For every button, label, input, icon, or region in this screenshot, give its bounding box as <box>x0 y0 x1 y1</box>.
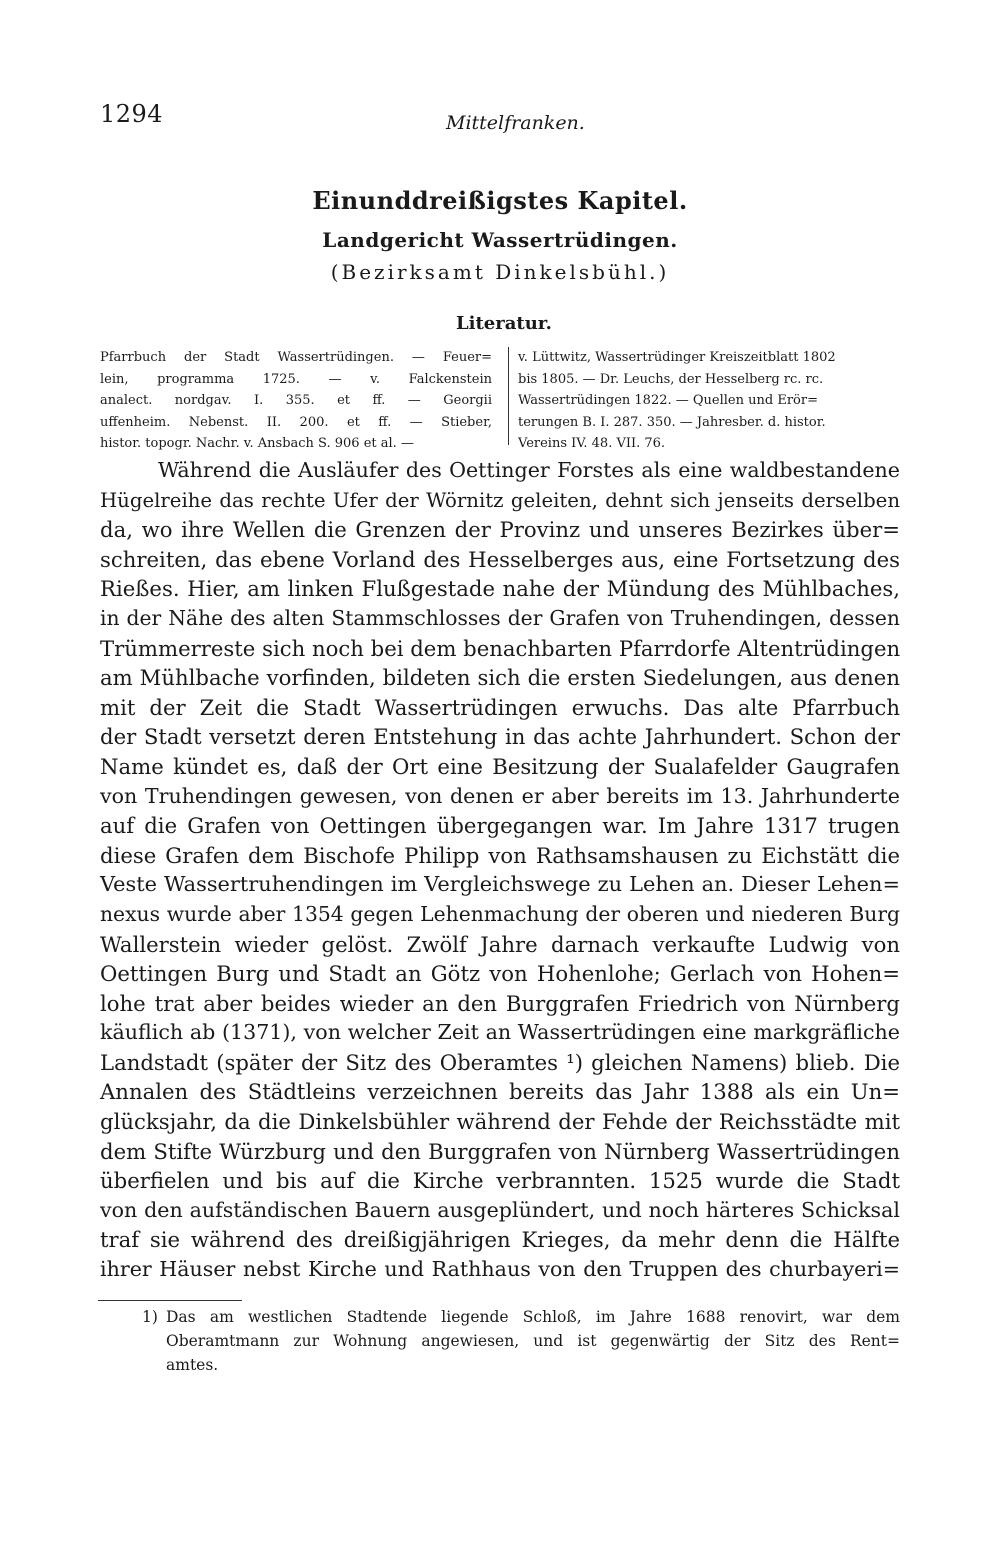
body-line: Hügelreihe das rechte Ufer der Wörnitz geleiten, dehnt sich jenseits derselben <box>100 488 900 512</box>
body-line: am Mühlbache vorfinden, bildeten sich die ersten Siedelungen, aus denen <box>100 665 900 691</box>
footnote-line: Das am westlichen Stadtende liegende Schloß, im Jahre 1688 renovirt, war dem <box>166 1308 900 1326</box>
footnote-marker: 1) <box>142 1308 158 1326</box>
chapter-subtitle: Landgericht Wassertrüdingen. <box>322 228 678 252</box>
body-line: von den aufständischen Bauern ausgeplündert, und noch härteres Schicksal <box>100 1197 900 1222</box>
body-line: Wallerstein wieder gelöst. Zwölf Jahre darnach verkaufte Ludwig von <box>100 931 900 957</box>
body-line: traf sie während des dreißigjährigen Krieges, da mehr denn die Hälfte <box>100 1227 900 1253</box>
body-line: käuflich ab (1371), von welcher Zeit an Wassertrüdingen eine markgräfliche <box>100 1020 900 1045</box>
body-line: ihrer Häuser nebst Kirche und Rathhaus von den Truppen des churbayeri= <box>100 1257 900 1282</box>
column-divider <box>508 347 509 445</box>
literature-right-column <box>518 347 898 455</box>
footnote-line: amtes. <box>166 1356 219 1374</box>
running-head: Mittelfranken. <box>446 112 585 134</box>
literature-line: terungen B. I. 287. 350. — Jahresber. d. histor. <box>518 414 826 430</box>
body-line: schreiten, das ebene Vorland des Hesselberges aus, eine Fortsetzung des <box>100 546 900 572</box>
chapter-title: Einunddreißigstes Kapitel. <box>312 186 688 215</box>
body-line: dem Stifte Würzburg und den Burggrafen von Nürnberg Wassertrüdingen <box>100 1138 900 1164</box>
body-line: Trümmerreste sich noch bei dem benachbarten Pfarrdorfe Altentrüdingen <box>100 635 901 661</box>
body-line: auf die Grafen von Oettingen übergegangen war. Im Jahre 1317 trugen <box>100 813 900 839</box>
chapter-subtitle-district: (Bezirksamt Dinkelsbühl.) <box>330 260 670 284</box>
literature-line: Vereins IV. 48. VII. 76. <box>518 436 666 452</box>
literature-line: histor. topogr. Nachr. v. Ansbach S. 906 et al. — <box>100 436 414 452</box>
body-line: da, wo ihre Wellen die Grenzen der Provinz und unseres Bezirkes über= <box>100 517 900 543</box>
body-line: Während die Ausläufer des Oettinger Forstes als eine waldbestandene <box>158 458 900 482</box>
body-line: Veste Wassertruhendingen im Vergleichswege zu Lehen an. Dieser Lehen= <box>100 872 900 897</box>
literature-heading: Literatur. <box>456 313 552 334</box>
literature-line: bis 1805. — Dr. Leuchs, der Hesselberg rc. rc. <box>518 371 824 387</box>
footnote-rule <box>98 1300 242 1301</box>
page-number: 1294 <box>100 100 164 128</box>
body-line: Annalen des Städtleins verzeichnen bereits das Jahr 1388 als ein Un= <box>100 1079 900 1105</box>
literature-left-column <box>100 347 492 455</box>
body-line: in der Nähe des alten Stammschlosses der Grafen von Truhendingen, dessen <box>100 605 900 630</box>
footnote-line: Oberamtmann zur Wohnung angewiesen, und ist gegenwärtig der Sitz des Rent= <box>166 1332 900 1350</box>
literature-line: v. Lüttwitz, Wassertrüdinger Kreiszeitblatt 1802 <box>518 350 836 365</box>
body-line: Oettingen Burg und Stadt an Götz von Hohenlohe; Gerlach von Hohen= <box>100 961 900 987</box>
literature-line: uffenheim. Nebenst. II. 200. et ff. — Stieber, <box>100 414 492 430</box>
body-line: nexus wurde aber 1354 gegen Lehenmachung der oberen und niederen Burg <box>100 901 900 926</box>
body-line: mit der Zeit die Stadt Wassertrüdingen erwuchs. Das alte Pfarrbuch <box>100 694 900 720</box>
literature-line: Pfarrbuch der Stadt Wassertrüdingen. — Feuer= <box>100 350 492 365</box>
body-line: überfielen und bis auf die Kirche verbrannten. 1525 wurde die Stadt <box>100 1168 900 1194</box>
literature-line: lein, programma 1725. — v. Falckenstein <box>100 371 492 387</box>
body-line: der Stadt versetzt deren Entstehung in das achte Jahrhundert. Schon der <box>100 724 900 750</box>
body-line: glücksjahr, da die Dinkelsbühler während der Fehde der Reichsstädte mit <box>100 1109 900 1135</box>
body-line: Rießes. Hier, am linken Flußgestade nahe der Mündung des Mühlbaches, <box>100 576 900 602</box>
footnote <box>142 1305 900 1377</box>
body-paragraph <box>100 456 900 1285</box>
body-line: diese Grafen dem Bischofe Philipp von Rathsamshausen zu Eichstätt die <box>100 842 900 868</box>
body-line: lohe trat aber beides wieder an den Burggrafen Friedrich von Nürnberg <box>100 990 900 1016</box>
literature-line: Wassertrüdingen 1822. — Quellen und Erör= <box>518 393 818 409</box>
literature-line: analect. nordgav. I. 355. et ff. — Georgii <box>100 393 492 409</box>
body-line: von Truhendingen gewesen, von denen er aber bereits im 13. Jahrhunderte <box>100 783 900 808</box>
body-line: Landstadt (später der Sitz des Oberamtes ¹) gleichen Namens) blieb. Die <box>100 1049 900 1075</box>
body-line: Name kündet es, daß der Ort eine Besitzung der Sualafelder Gaugrafen <box>100 753 900 779</box>
